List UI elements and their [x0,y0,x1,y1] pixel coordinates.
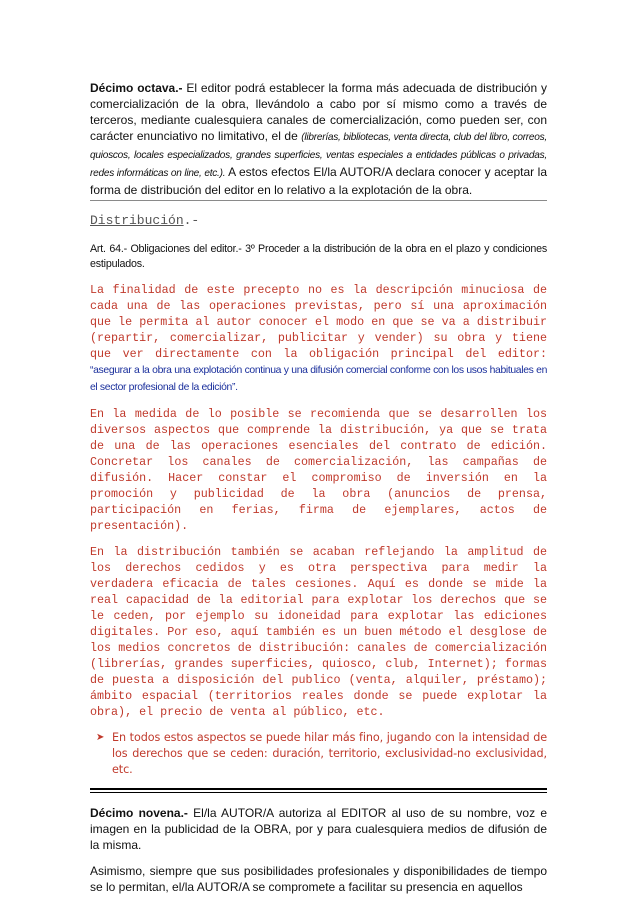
heading-text: Distribución [90,213,184,228]
commentary-text: La finalidad de este precepto no es la descripción minuciosa de cada una de las operaciones previstas, pero sí una aproximación que le permita al autor conocer el modo en que se va a distribuir (repartir, comercializar, publicitar y vender) su obra y tiene que ver directamente con la obligación principal del editor: [90,283,547,361]
clause-title: Décimo novena.- [90,806,188,820]
clause-decimo-novena [90,805,547,853]
section-heading-distribucion [90,213,547,229]
section-divider-thin [90,792,547,793]
arrow-bullet-icon: ➤ [96,732,105,743]
bullet-item [90,730,547,778]
section-divider [90,200,547,201]
clause-text: El/la AUTOR/A autoriza al EDITOR al uso de su nombre, voz e imagen en la publicidad de la OBRA, por y para cualesquiera medios de difusión de la misma. [90,806,547,852]
document-page [90,80,547,895]
section-divider-thick [90,788,547,790]
clause-title: Décimo octava.- [90,81,183,95]
clause-text-end: A estos efectos El/la AUTOR/A declara conocer y aceptar la forma de distribución del editor en lo relativo a la explotación de la obra. [90,165,548,197]
commentary-paragraph-1 [90,282,547,396]
clause-decimo-novena-continued: Asimismo, siempre que sus posibilidades profesionales y disponibilidades de tiempo se lo permitan, el/la AUTOR/A se compromete a facilitar su presencia en aquellos [90,864,547,894]
legal-quote: “asegurar a la obra una explotación continua y una difusión comercial conforme con los usos habituales en el sector profesional de la edición”. [90,365,547,393]
heading-suffix: .- [183,213,200,228]
channels-list: (librerías, bibliotecas, venta directa, club del libro, correos, quioscos, locales especializados, grandes superficies, ventas especiales a entidades públicas o privadas, redes informáticas on line, etc.). [90,132,547,179]
article-64-quote: Art. 64.- Obligaciones del editor.- 3º Proceder a la distribución de la obra en el plazo y condiciones estipulados. [90,243,547,270]
clause-text: El editor podrá establecer la forma más adecuada de distribución y comercialización de la obra, llevándolo a cabo por sí mismo como a través de terceros, mediante cualesquiera canales de comercialización, como pueden ser, con carácter enunciativo no limitativo, el de [90,81,547,143]
clause-decimo-octava [90,80,547,198]
commentary-paragraph-3: En la distribución también se acaban reflejando la amplitud de los derechos cedidos y es otra perspectiva para medir la verdadera eficacia de tales cesiones. Aquí es donde se mide la real capacidad de la editorial para explotar los derechos que se le ceden, por ejemplo su idoneidad para explotar las ediciones digitales. Por eso, aquí también es un buen método el desglose de los medios concretos de distribución: canales de comercialización (librerías, grandes superficies, quiosco, club, Internet); formas de puesta a disposición del publico (venta, alquiler, préstamo); ámbito espacial (territorios reales donde se puede explotar la obra), el precio de venta al público, etc. [90,545,547,719]
commentary-paragraph-2: En la medida de lo posible se recomienda que se desarrollen los diversos aspectos que comprende la distribución, ya que se trata de una de las operaciones esenciales del contrato de edición. Concretar los canales de comercialización, las campañas de difusión. Hacer constar el compromiso de inversión en la promoción y publicidad de la obra (anuncios de prensa, participación en ferias, firma de ejemplares, actos de presentación). [90,407,547,533]
bullet-text: En todos estos aspectos se puede hilar más fino, jugando con la intensidad de los derechos que se ceden: duración, territorio, exclusividad-no exclusividad, etc. [112,731,547,776]
